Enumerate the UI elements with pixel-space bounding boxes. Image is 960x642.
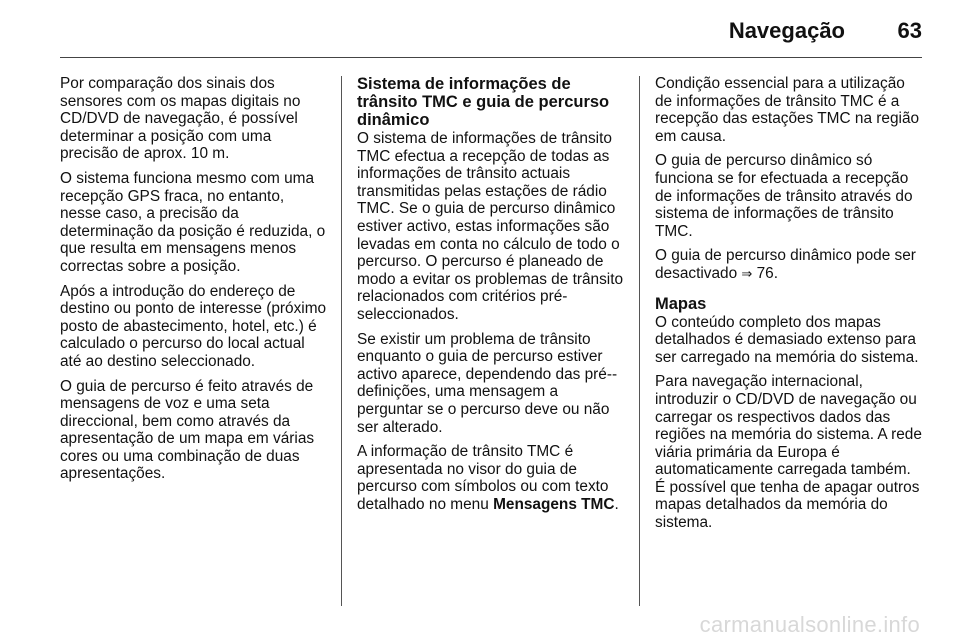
paragraph-2: O sistema funciona mesmo com uma recepção GPS fraca, no entanto, nesse caso, a precisão da determinação da posição é reduzida, o que resulta em mensagens menos correctas sobre a posição. [60, 169, 326, 275]
paragraph-1: Condição essencial para a utilização de informações de trânsito TMC é a recepção das estações TMC na região em causa. [655, 75, 920, 145]
paragraph-3 [357, 443, 625, 513]
paragraph-1: O sistema de informações de trânsito TMC efectua a recepção de todas as informações de trânsito actuais transmitidas pelas estações de rádio TMC. Se o guia de percurso dinâmico estiver activo, estas informações são levadas em conta no cálculo de todo o percurso. O percurso é planeado de modo a evitar os problemas de trânsito relacionados com critérios pré-seleccionados. [357, 130, 624, 323]
paragraph-text: A informação de trânsito TMC é apresentada no visor do guia de percurso com símbolos ou com texto detalhado no menu [357, 443, 609, 513]
section-heading-tmc: Sistema de informações de trânsito TMC e guia de percurso dinâmico [357, 75, 610, 129]
paragraph-2: Se existir um problema de trânsito enquanto o guia de percurso estiver activo aparece, dependendo das pré--definições, uma mensagem a perguntar se o percurso deve ou não ser alterado. [357, 330, 618, 436]
paragraph-5: Para navegação internacional, introduzir o CD/DVD de navegação ou carregar os respectivos dados das regiões na memória do sistema. A rede viária primária da Europa é automaticamente carregada também. É possível que tenha de apagar outros mapas detalhados da memória do sistema. [655, 373, 922, 532]
column-divider-2 [639, 76, 640, 606]
paragraph-3 [655, 247, 923, 282]
section-heading-mapas: Mapas [655, 294, 707, 313]
paragraph-end: . [614, 495, 619, 513]
column-2 [357, 75, 625, 520]
paragraph-4: O guia de percurso é feito através de mensagens de voz e uma seta direccional, bem como através da apresentação de um mapa em várias cores ou uma combinação de duas apresentações. [60, 377, 315, 483]
paragraph-text: O guia de percurso dinâmico pode ser desactivado [655, 247, 916, 282]
column-3 [655, 75, 923, 539]
page-reference-link[interactable]: 76 [756, 264, 774, 282]
paragraph-1: Por comparação dos sinais dos sensores com os mapas digitais no CD/DVD de navegação, é possível determinar a posição com uma precisão de aprox. 10 m. [60, 75, 301, 163]
header-divider [60, 57, 922, 58]
paragraph-4: O conteúdo completo dos mapas detalhados é demasiado extenso para ser carregado na memória do sistema. [655, 313, 919, 366]
column-1 [60, 75, 328, 490]
paragraph-2: O guia de percurso dinâmico só funciona se for efectuada a recepção de informações de trânsito através do sistema de informações de trânsito TMC. [655, 152, 913, 240]
page-reference-arrow-icon: ⇒ [741, 265, 753, 281]
paragraph-end: . [773, 264, 779, 282]
page-title: Navegação [728, 18, 845, 43]
paragraph-3: Após a introdução do endereço de destino ou ponto de interesse (próximo posto de abastecimento, hotel, etc.) é calculado o percurso do local actual até ao destino seleccionado. [60, 282, 327, 370]
menu-reference: Mensagens TMC [493, 495, 615, 513]
page-number: 63 [897, 18, 922, 43]
watermark: carmanualsonline.info [699, 612, 920, 637]
column-divider-1 [341, 76, 342, 606]
page-header [0, 0, 960, 58]
